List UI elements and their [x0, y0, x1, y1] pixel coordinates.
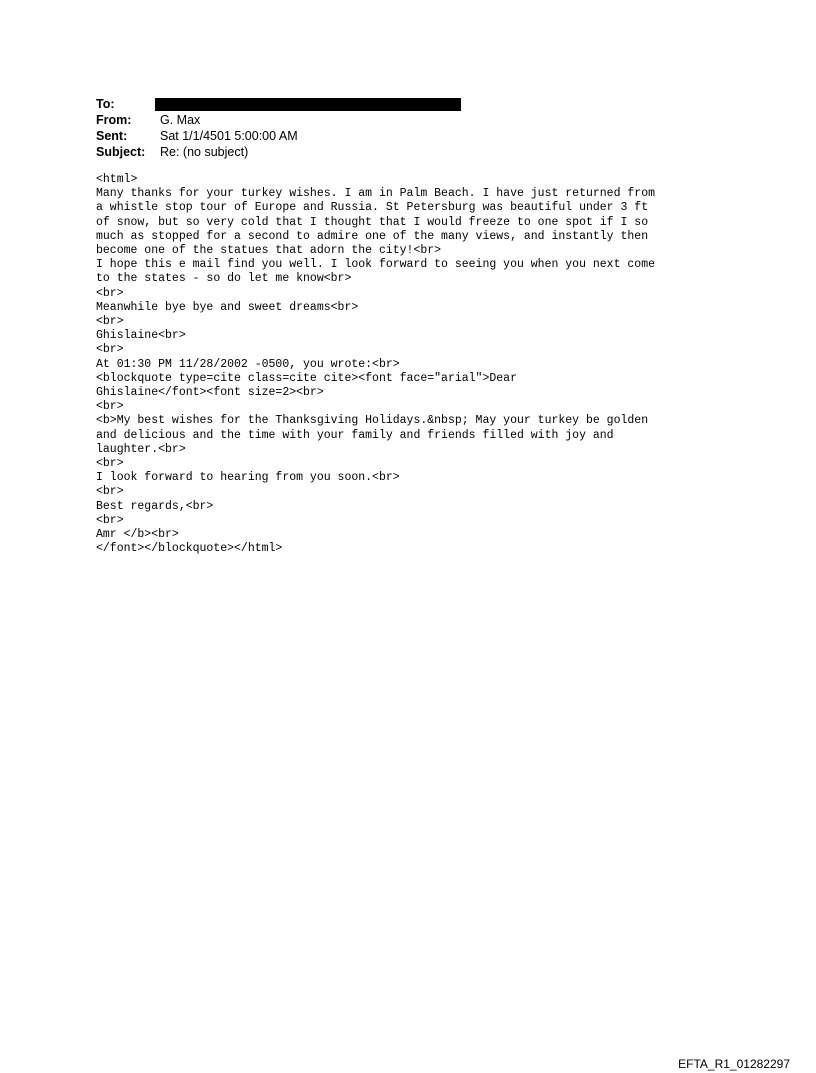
- to-label: To:: [96, 97, 115, 111]
- body-line: Many thanks for your turkey wishes. I am in Palm Beach. I have just returned from: [96, 187, 655, 201]
- subject-row: [96, 144, 461, 160]
- from-row: [96, 112, 461, 128]
- from-label: From:: [96, 113, 132, 127]
- sent-label: Sent:: [96, 129, 128, 143]
- sent-value: Sat 1/1/4501 5:00:00 AM: [160, 129, 298, 143]
- body-line: to the states - so do let me know<br>: [96, 272, 352, 286]
- body-line: a whistle stop tour of Europe and Russia. St Petersburg was beautiful under 3 ft: [96, 201, 649, 215]
- body-line: I look forward to hearing from you soon.<br>: [96, 471, 400, 485]
- body-line: <br>: [96, 513, 124, 527]
- body-line: become one of the statues that adorn the city!<br>: [96, 244, 442, 258]
- body-line: <b>My best wishes for the Thanksgiving Holidays.&nbsp; May your turkey be golden: [96, 414, 649, 428]
- subject-value: Re: (no subject): [160, 145, 249, 159]
- body-line: Best regards,<br>: [96, 499, 214, 513]
- body-line: much as stopped for a second to admire one of the many views, and instantly then: [96, 229, 649, 243]
- body-line: <br>: [96, 400, 124, 414]
- body-line: </font></blockquote></html>: [96, 542, 283, 556]
- body-line: <br>: [96, 485, 124, 499]
- email-header: [96, 96, 461, 160]
- body-line: Meanwhile bye bye and sweet dreams<br>: [96, 300, 359, 314]
- body-line: At 01:30 PM 11/28/2002 -0500, you wrote:<br>: [96, 357, 400, 371]
- redacted-recipient: [155, 98, 461, 111]
- body-line: Ghislaine<br>: [96, 329, 186, 343]
- from-value: G. Max: [160, 113, 201, 127]
- body-line: Ghislaine</font><font size=2><br>: [96, 386, 324, 400]
- body-line: Amr </b><br>: [96, 528, 179, 542]
- document-id: EFTA_R1_01282297: [678, 1057, 790, 1071]
- body-line: <blockquote type=cite class=cite cite><font face="arial">Dear: [96, 371, 517, 385]
- subject-label: Subject:: [96, 145, 146, 159]
- body-line: <br>: [96, 457, 124, 471]
- body-line: <br>: [96, 286, 124, 300]
- body-line: <br>: [96, 315, 124, 329]
- email-body: [96, 173, 655, 556]
- body-line: <html>: [96, 173, 138, 186]
- body-line: laughter.<br>: [96, 442, 186, 456]
- sent-row: [96, 128, 461, 144]
- body-line: and delicious and the time with your family and friends filled with joy and: [96, 428, 614, 442]
- body-line: of snow, but so very cold that I thought that I would freeze to one spot if I so: [96, 215, 649, 229]
- to-row: [96, 96, 461, 112]
- body-line: <br>: [96, 343, 124, 357]
- body-line: I hope this e mail find you well. I look forward to seeing you when you next come: [96, 258, 655, 272]
